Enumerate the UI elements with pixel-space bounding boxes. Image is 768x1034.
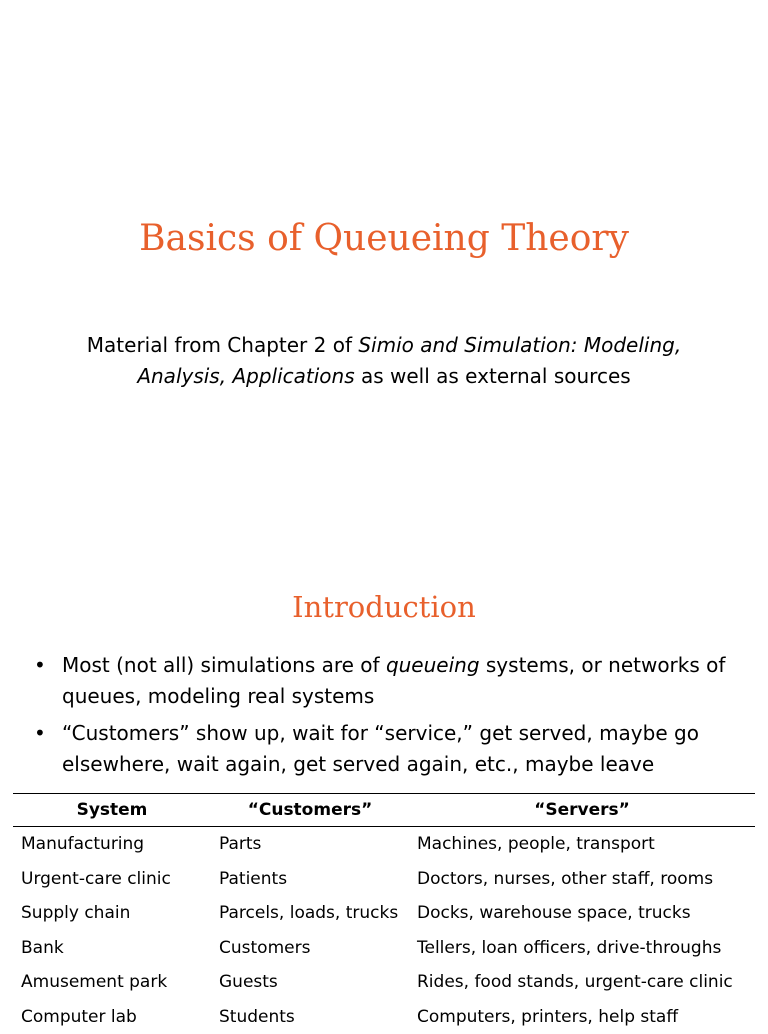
book-title: Simio and Simulation: Modeling, Analysis, Applications <box>137 333 681 388</box>
table-cell: Amusement park <box>13 965 211 1000</box>
table-cell: Tellers, loan officers, drive-throughs <box>409 931 755 966</box>
subtitle-prefix: Material from Chapter 2 of <box>87 333 359 357</box>
table-cell: Patients <box>211 862 409 897</box>
table-cell: Computers, printers, help staff <box>409 1000 755 1034</box>
slide-subtitle <box>84 330 684 392</box>
table-cell: Customers <box>211 931 409 966</box>
bullet-text: “Customers” show up, wait for “service,” get served, maybe go elsewhere, wait again, get served again, etc., maybe leave <box>62 721 699 776</box>
bullet-dot: • <box>34 650 46 681</box>
column-header: “Customers” <box>211 794 409 827</box>
table-cell: Supply chain <box>13 896 211 931</box>
table-cell: Doctors, nurses, other staff, rooms <box>409 862 755 897</box>
table-cell: Machines, people, transport <box>409 827 755 862</box>
slide-title: Basics of Queueing Theory <box>0 218 768 259</box>
table-row <box>13 931 755 966</box>
bullet-dot: • <box>34 718 46 749</box>
bullet-text: Most (not all) simulations are of <box>62 653 386 677</box>
table-cell: Computer lab <box>13 1000 211 1034</box>
table-cell: Guests <box>211 965 409 1000</box>
table-cell: Docks, warehouse space, trucks <box>409 896 755 931</box>
table-row <box>13 827 755 862</box>
table-row <box>13 965 755 1000</box>
table-cell: Manufacturing <box>13 827 211 862</box>
table-cell: Urgent-care clinic <box>13 862 211 897</box>
table-cell: Parts <box>211 827 409 862</box>
section-title: Introduction <box>0 590 768 624</box>
table-row <box>13 862 755 897</box>
bullet-list <box>34 650 744 786</box>
table-row <box>13 1000 755 1034</box>
bullet-text: systems, or networks of queues, modeling real systems <box>62 653 725 708</box>
queueing-examples-table <box>13 793 755 1034</box>
table-cell: Bank <box>13 931 211 966</box>
column-header: System <box>13 794 211 827</box>
bullet-item <box>34 650 744 712</box>
table-cell: Parcels, loads, trucks <box>211 896 409 931</box>
bullet-emphasis: queueing <box>386 653 480 677</box>
subtitle-suffix: as well as external sources <box>355 364 631 388</box>
table-header-row <box>13 794 755 827</box>
table-row <box>13 896 755 931</box>
bullet-item <box>34 718 744 780</box>
table-cell: Rides, food stands, urgent-care clinic <box>409 965 755 1000</box>
table-cell: Students <box>211 1000 409 1034</box>
column-header: “Servers” <box>409 794 755 827</box>
